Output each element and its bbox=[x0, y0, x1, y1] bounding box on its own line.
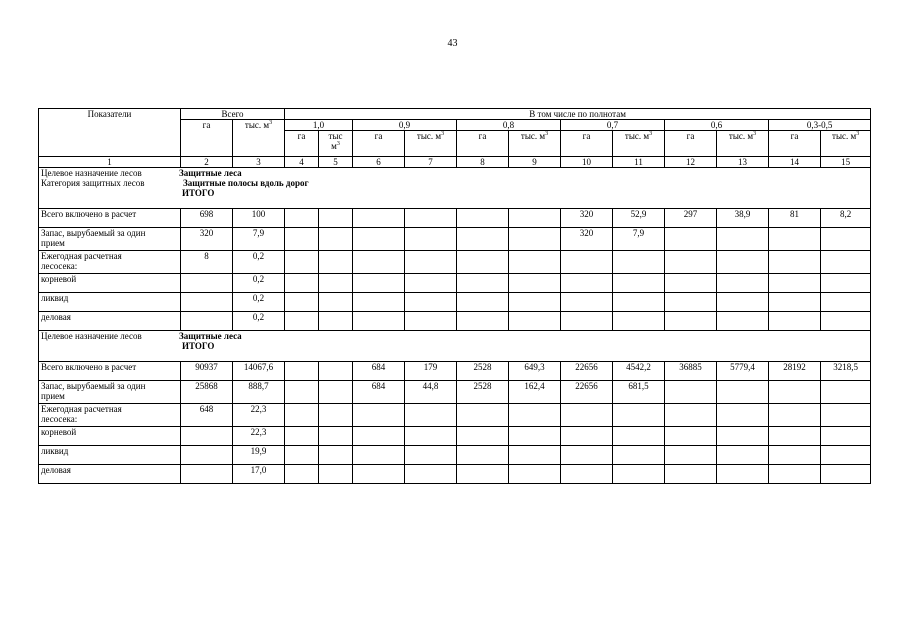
value-cell bbox=[319, 293, 353, 312]
value-cell bbox=[665, 293, 717, 312]
value-cell bbox=[285, 465, 319, 484]
data-row bbox=[39, 251, 871, 274]
value-cell bbox=[821, 274, 871, 293]
row-label-line: Запас, вырубаемый за один bbox=[41, 228, 146, 238]
value-cell: 0,2 bbox=[233, 274, 285, 293]
value-cell bbox=[561, 293, 613, 312]
superscript-3: 3 bbox=[856, 131, 860, 137]
value-cell: 14067,6 bbox=[233, 362, 285, 381]
header-total-ha: га bbox=[181, 120, 233, 157]
value-cell bbox=[665, 381, 717, 404]
value-cell bbox=[821, 446, 871, 465]
value-cell: 649,3 bbox=[509, 362, 561, 381]
value-cell: 81 bbox=[769, 209, 821, 228]
value-cell bbox=[457, 465, 509, 484]
value-cell: 8,2 bbox=[821, 209, 871, 228]
value-cell: 7,9 bbox=[613, 228, 665, 251]
row-label bbox=[39, 446, 181, 465]
value-cell bbox=[769, 404, 821, 427]
value-cell bbox=[405, 312, 457, 331]
value-cell: 297 bbox=[665, 209, 717, 228]
value-cell bbox=[405, 274, 457, 293]
data-row bbox=[39, 293, 871, 312]
section-purpose-value: Защитные леса bbox=[179, 168, 242, 178]
value-cell bbox=[457, 404, 509, 427]
value-cell bbox=[353, 404, 405, 427]
value-cell bbox=[509, 293, 561, 312]
value-cell: 648 bbox=[181, 404, 233, 427]
row-label bbox=[39, 293, 181, 312]
unit-label: м bbox=[331, 141, 337, 151]
superscript-3: 3 bbox=[269, 120, 273, 126]
section-total-line bbox=[41, 341, 868, 351]
header-density-ha: га bbox=[353, 131, 405, 157]
value-cell bbox=[717, 274, 769, 293]
value-cell bbox=[509, 251, 561, 274]
value-cell: 17,0 bbox=[233, 465, 285, 484]
data-row bbox=[39, 362, 871, 381]
value-cell bbox=[509, 228, 561, 251]
value-cell bbox=[285, 274, 319, 293]
data-row bbox=[39, 427, 871, 446]
value-cell: 25868 bbox=[181, 381, 233, 404]
value-cell bbox=[457, 312, 509, 331]
value-cell bbox=[821, 465, 871, 484]
row-label-line: корневой bbox=[41, 274, 77, 284]
value-cell bbox=[353, 251, 405, 274]
row-label-line: деловая bbox=[41, 465, 71, 475]
value-cell bbox=[457, 228, 509, 251]
allowable-cut-table bbox=[38, 108, 871, 484]
value-cell bbox=[405, 446, 457, 465]
value-cell bbox=[285, 228, 319, 251]
header-density: 0,6 bbox=[665, 120, 769, 131]
value-cell bbox=[665, 228, 717, 251]
value-cell bbox=[319, 381, 353, 404]
column-number: 2 bbox=[181, 157, 233, 168]
value-cell bbox=[181, 293, 233, 312]
value-cell: 8 bbox=[181, 251, 233, 274]
header-density: 0,7 bbox=[561, 120, 665, 131]
value-cell bbox=[769, 251, 821, 274]
column-number: 12 bbox=[665, 157, 717, 168]
unit-label: тыс. м bbox=[244, 120, 270, 130]
value-cell bbox=[509, 446, 561, 465]
value-cell bbox=[319, 251, 353, 274]
value-cell bbox=[613, 446, 665, 465]
value-cell bbox=[561, 404, 613, 427]
value-cell: 44,8 bbox=[405, 381, 457, 404]
value-cell bbox=[717, 465, 769, 484]
value-cell bbox=[319, 427, 353, 446]
value-cell bbox=[405, 293, 457, 312]
value-cell bbox=[457, 427, 509, 446]
value-cell bbox=[613, 465, 665, 484]
row-label bbox=[39, 274, 181, 293]
value-cell bbox=[353, 209, 405, 228]
value-cell: 0,2 bbox=[233, 293, 285, 312]
value-cell bbox=[665, 446, 717, 465]
value-cell bbox=[319, 465, 353, 484]
section-purpose-line bbox=[41, 331, 868, 341]
value-cell bbox=[319, 312, 353, 331]
section-category-label: Категория защитных лесов bbox=[41, 178, 145, 188]
value-cell bbox=[509, 274, 561, 293]
value-cell bbox=[405, 251, 457, 274]
value-cell bbox=[405, 465, 457, 484]
column-number: 6 bbox=[353, 157, 405, 168]
row-label-line: прием bbox=[41, 238, 65, 248]
row-label bbox=[39, 427, 181, 446]
value-cell bbox=[821, 251, 871, 274]
value-cell bbox=[181, 312, 233, 331]
column-number: 3 bbox=[233, 157, 285, 168]
value-cell: 52,9 bbox=[613, 209, 665, 228]
value-cell bbox=[821, 427, 871, 446]
value-cell: 22656 bbox=[561, 362, 613, 381]
value-cell bbox=[285, 381, 319, 404]
page-number: 43 bbox=[447, 38, 458, 49]
value-cell bbox=[769, 465, 821, 484]
row-label bbox=[39, 362, 181, 381]
value-cell: 22,3 bbox=[233, 404, 285, 427]
row-label bbox=[39, 209, 181, 228]
value-cell: 2528 bbox=[457, 362, 509, 381]
superscript-3: 3 bbox=[441, 131, 445, 137]
value-cell bbox=[405, 228, 457, 251]
section-category-value: Защитные полосы вдоль дорог bbox=[183, 178, 309, 188]
header-total: Всего bbox=[181, 109, 285, 120]
data-row bbox=[39, 381, 871, 404]
value-cell bbox=[717, 293, 769, 312]
value-cell: 28192 bbox=[769, 362, 821, 381]
data-row bbox=[39, 312, 871, 331]
value-cell bbox=[457, 446, 509, 465]
header-density-ha: га bbox=[285, 131, 319, 157]
value-cell bbox=[769, 293, 821, 312]
value-cell bbox=[319, 404, 353, 427]
value-cell bbox=[353, 465, 405, 484]
row-label-line: ликвид bbox=[41, 446, 69, 456]
value-cell bbox=[285, 404, 319, 427]
section-purpose-line bbox=[41, 168, 868, 178]
column-number: 15 bbox=[821, 157, 871, 168]
value-cell bbox=[665, 404, 717, 427]
row-label-line: лесосека: bbox=[41, 261, 78, 271]
value-cell bbox=[769, 381, 821, 404]
value-cell bbox=[181, 446, 233, 465]
section-header bbox=[39, 331, 871, 362]
value-cell: 888,7 bbox=[233, 381, 285, 404]
column-number: 1 bbox=[39, 157, 181, 168]
header-total-volume bbox=[233, 120, 285, 157]
value-cell bbox=[509, 312, 561, 331]
value-cell bbox=[353, 228, 405, 251]
section-header-row bbox=[39, 168, 871, 209]
column-number: 7 bbox=[405, 157, 457, 168]
value-cell: 3218,5 bbox=[821, 362, 871, 381]
value-cell bbox=[821, 312, 871, 331]
data-row bbox=[39, 465, 871, 484]
section-header bbox=[39, 168, 871, 209]
header-density-volume bbox=[509, 131, 561, 157]
value-cell: 681,5 bbox=[613, 381, 665, 404]
section-total-label: ИТОГО bbox=[182, 188, 215, 198]
value-cell bbox=[457, 293, 509, 312]
value-cell bbox=[509, 427, 561, 446]
value-cell: 22,3 bbox=[233, 427, 285, 446]
row-label-line: корневой bbox=[41, 427, 77, 437]
value-cell bbox=[717, 228, 769, 251]
row-label bbox=[39, 465, 181, 484]
value-cell bbox=[285, 312, 319, 331]
row-label bbox=[39, 228, 181, 251]
value-cell: 22656 bbox=[561, 381, 613, 404]
value-cell: 320 bbox=[181, 228, 233, 251]
value-cell bbox=[405, 209, 457, 228]
value-cell: 100 bbox=[233, 209, 285, 228]
header-density-volume bbox=[405, 131, 457, 157]
unit-label: тыс. м bbox=[728, 131, 754, 141]
value-cell bbox=[353, 427, 405, 446]
header-row-1 bbox=[39, 109, 871, 120]
value-cell: 684 bbox=[353, 362, 405, 381]
value-cell bbox=[561, 427, 613, 446]
value-cell bbox=[561, 312, 613, 331]
value-cell bbox=[769, 312, 821, 331]
value-cell: 2528 bbox=[457, 381, 509, 404]
section-total-label: ИТОГО bbox=[182, 341, 215, 351]
data-row bbox=[39, 274, 871, 293]
value-cell bbox=[717, 404, 769, 427]
value-cell bbox=[665, 465, 717, 484]
value-cell bbox=[613, 293, 665, 312]
row-label-line: Ежегодная расчетная bbox=[41, 404, 122, 414]
header-by-density: В том числе по полнотам bbox=[285, 109, 871, 120]
value-cell bbox=[181, 465, 233, 484]
value-cell bbox=[561, 274, 613, 293]
section-header-row bbox=[39, 331, 871, 362]
value-cell bbox=[509, 404, 561, 427]
row-label-line: Запас, вырубаемый за один bbox=[41, 381, 146, 391]
value-cell bbox=[319, 209, 353, 228]
column-number: 9 bbox=[509, 157, 561, 168]
header-density-ha: га bbox=[665, 131, 717, 157]
value-cell bbox=[769, 228, 821, 251]
value-cell bbox=[717, 446, 769, 465]
value-cell bbox=[561, 251, 613, 274]
value-cell bbox=[561, 465, 613, 484]
superscript-3: 3 bbox=[753, 131, 757, 137]
value-cell bbox=[285, 251, 319, 274]
value-cell bbox=[319, 228, 353, 251]
row-label-line: лесосека: bbox=[41, 414, 78, 424]
value-cell bbox=[181, 274, 233, 293]
value-cell bbox=[509, 465, 561, 484]
value-cell: 5779,4 bbox=[717, 362, 769, 381]
section-total-line bbox=[41, 188, 868, 198]
header-density-volume bbox=[821, 131, 871, 157]
unit-label: тыс. м bbox=[416, 131, 442, 141]
value-cell bbox=[319, 274, 353, 293]
header-density: 0,8 bbox=[457, 120, 561, 131]
column-number-row bbox=[39, 157, 871, 168]
data-row bbox=[39, 404, 871, 427]
value-cell: 4542,2 bbox=[613, 362, 665, 381]
row-label bbox=[39, 312, 181, 331]
value-cell bbox=[181, 427, 233, 446]
column-number: 11 bbox=[613, 157, 665, 168]
value-cell bbox=[821, 293, 871, 312]
header-density-volume bbox=[613, 131, 665, 157]
value-cell bbox=[613, 427, 665, 446]
value-cell bbox=[353, 312, 405, 331]
value-cell bbox=[319, 446, 353, 465]
value-cell bbox=[613, 312, 665, 331]
column-number: 8 bbox=[457, 157, 509, 168]
value-cell bbox=[319, 362, 353, 381]
value-cell bbox=[717, 427, 769, 446]
data-row bbox=[39, 446, 871, 465]
header-density: 1,0 bbox=[285, 120, 353, 131]
superscript-3: 3 bbox=[649, 131, 653, 137]
value-cell: 38,9 bbox=[717, 209, 769, 228]
value-cell bbox=[285, 446, 319, 465]
value-cell: 90937 bbox=[181, 362, 233, 381]
value-cell bbox=[665, 251, 717, 274]
value-cell: 320 bbox=[561, 228, 613, 251]
row-label bbox=[39, 381, 181, 404]
value-cell bbox=[561, 446, 613, 465]
value-cell bbox=[285, 362, 319, 381]
row-label-line: Всего включено в расчет bbox=[41, 362, 137, 372]
row-label-line: Ежегодная расчетная bbox=[41, 251, 122, 261]
column-number: 13 bbox=[717, 157, 769, 168]
value-cell bbox=[457, 251, 509, 274]
header-density-volume bbox=[717, 131, 769, 157]
column-number: 4 bbox=[285, 157, 319, 168]
row-label-line: ликвид bbox=[41, 293, 69, 303]
value-cell: 162,4 bbox=[509, 381, 561, 404]
header-indicators: Показатели bbox=[39, 109, 181, 157]
value-cell: 0,2 bbox=[233, 312, 285, 331]
row-label-line: прием bbox=[41, 391, 65, 401]
value-cell bbox=[717, 251, 769, 274]
value-cell bbox=[665, 427, 717, 446]
value-cell: 0,2 bbox=[233, 251, 285, 274]
value-cell bbox=[769, 427, 821, 446]
value-cell bbox=[353, 293, 405, 312]
header-density-ha: га bbox=[457, 131, 509, 157]
value-cell: 698 bbox=[181, 209, 233, 228]
header-density-ha: га bbox=[769, 131, 821, 157]
value-cell: 19,9 bbox=[233, 446, 285, 465]
value-cell bbox=[769, 274, 821, 293]
value-cell bbox=[665, 312, 717, 331]
unit-label: тыс. м bbox=[624, 131, 650, 141]
value-cell bbox=[509, 209, 561, 228]
section-purpose-label: Целевое назначение лесов bbox=[41, 168, 142, 178]
data-row bbox=[39, 228, 871, 251]
value-cell bbox=[285, 427, 319, 446]
column-number: 5 bbox=[319, 157, 353, 168]
header-density: 0,3-0,5 bbox=[769, 120, 871, 131]
value-cell bbox=[405, 404, 457, 427]
value-cell bbox=[613, 274, 665, 293]
superscript-3: 3 bbox=[545, 131, 549, 137]
value-cell bbox=[285, 293, 319, 312]
row-label-line: деловая bbox=[41, 312, 71, 322]
header-density-ha: га bbox=[561, 131, 613, 157]
data-row bbox=[39, 209, 871, 228]
value-cell bbox=[769, 446, 821, 465]
row-label bbox=[39, 404, 181, 427]
header-density-volume bbox=[319, 131, 353, 157]
value-cell bbox=[821, 404, 871, 427]
value-cell bbox=[285, 209, 319, 228]
column-number: 14 bbox=[769, 157, 821, 168]
value-cell bbox=[717, 312, 769, 331]
unit-label: тыс. м bbox=[832, 131, 857, 141]
value-cell: 179 bbox=[405, 362, 457, 381]
value-cell bbox=[717, 381, 769, 404]
value-cell bbox=[613, 404, 665, 427]
value-cell bbox=[613, 251, 665, 274]
section-purpose-value: Защитные леса bbox=[179, 331, 242, 341]
value-cell: 320 bbox=[561, 209, 613, 228]
header-density: 0,9 bbox=[353, 120, 457, 131]
row-label bbox=[39, 251, 181, 274]
value-cell bbox=[457, 209, 509, 228]
value-cell bbox=[457, 274, 509, 293]
value-cell bbox=[405, 427, 457, 446]
value-cell bbox=[665, 274, 717, 293]
value-cell: 7,9 bbox=[233, 228, 285, 251]
value-cell bbox=[821, 228, 871, 251]
unit-label: тыс. м bbox=[520, 131, 546, 141]
column-number: 10 bbox=[561, 157, 613, 168]
value-cell: 684 bbox=[353, 381, 405, 404]
value-cell bbox=[353, 274, 405, 293]
superscript-3: 3 bbox=[336, 141, 340, 147]
section-purpose-label: Целевое назначение лесов bbox=[41, 331, 142, 341]
value-cell bbox=[353, 446, 405, 465]
value-cell: 36885 bbox=[665, 362, 717, 381]
section-category-line bbox=[41, 178, 868, 188]
value-cell bbox=[821, 381, 871, 404]
unit-label: тыс bbox=[328, 131, 343, 141]
row-label-line: Всего включено в расчет bbox=[41, 209, 137, 219]
